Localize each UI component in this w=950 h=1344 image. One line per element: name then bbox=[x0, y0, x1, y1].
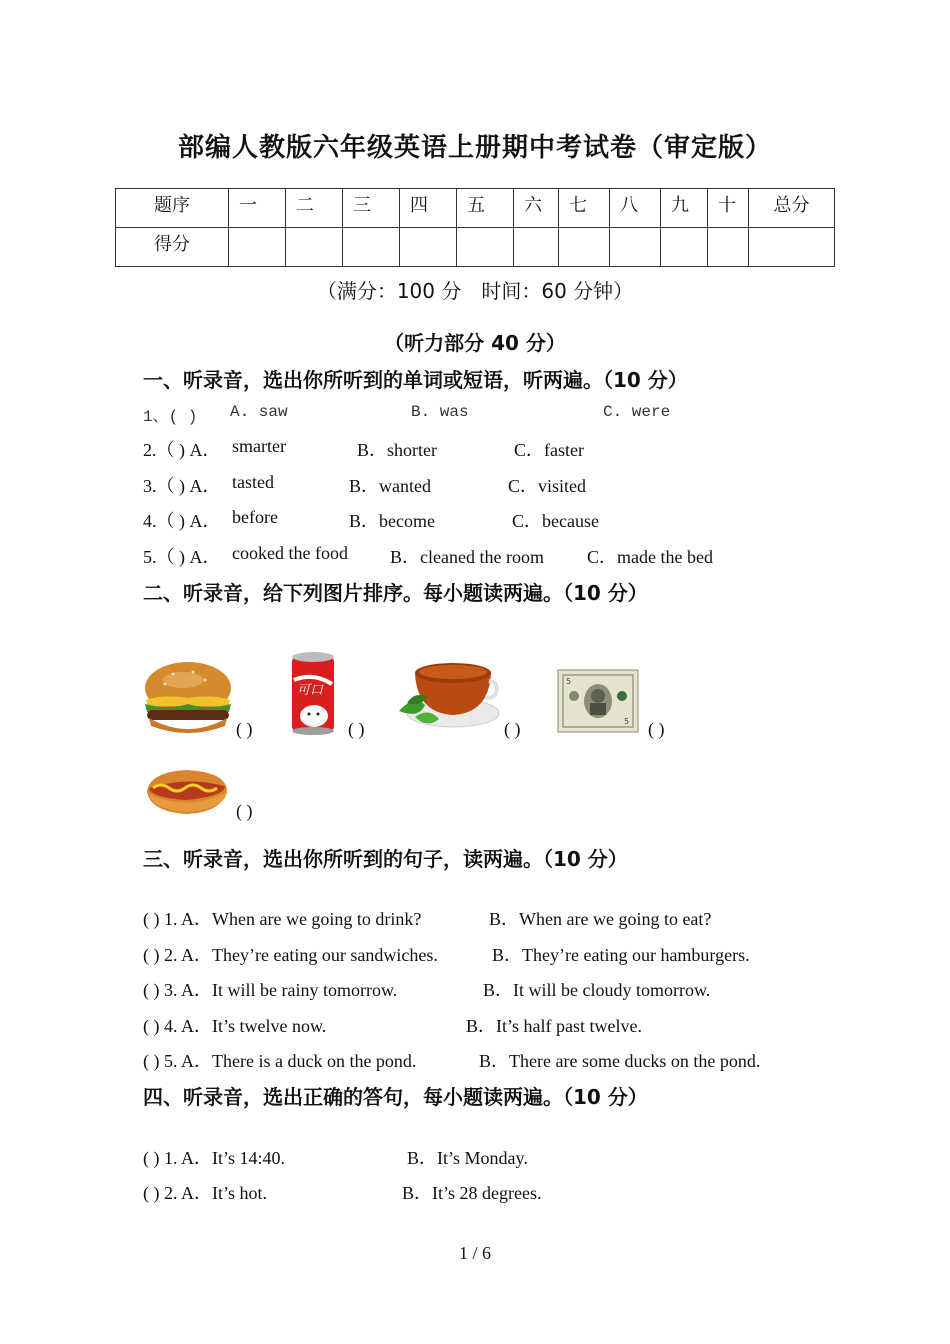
s3-q1-option-b: B．When are we going to eat? bbox=[489, 909, 712, 929]
section-2-heading: 二、听录音，给下列图片排序。每小题读两遍。（10 分） bbox=[143, 581, 648, 605]
s3-q4-option-a: ( ) 4. A．It’s twelve now. bbox=[143, 1016, 327, 1036]
full-score-note: （满分：100 分 时间：60 分钟） bbox=[316, 279, 634, 303]
score-cell: 七 bbox=[559, 189, 610, 228]
score-cell: 一 bbox=[229, 189, 286, 228]
score-blank[interactable] bbox=[457, 228, 514, 267]
s4-q1-option-b: B．It’s Monday. bbox=[407, 1148, 528, 1168]
s1-q3-option-a: tasted bbox=[232, 472, 274, 492]
s4-q2-option-b: B．It’s 28 degrees. bbox=[402, 1183, 542, 1203]
s1-q4-number: 4.（ ) A． bbox=[143, 511, 221, 531]
score-blank[interactable] bbox=[708, 228, 749, 267]
s1-q1-number: 1、( ) bbox=[143, 408, 198, 426]
score-cell: 六 bbox=[514, 189, 559, 228]
section-4-heading: 四、听录音，选出正确的答句，每小题读两遍。（10 分） bbox=[143, 1085, 648, 1109]
score-blank[interactable] bbox=[559, 228, 610, 267]
section-1-heading: 一、听录音，选出你所听到的单词或短语，听两遍。（10 分） bbox=[143, 368, 688, 392]
score-cell: 八 bbox=[610, 189, 661, 228]
score-blank[interactable] bbox=[229, 228, 286, 267]
score-table-score-row bbox=[116, 228, 835, 267]
svg-text:可口: 可口 bbox=[297, 683, 324, 698]
s1-q2-option-c: C．faster bbox=[514, 440, 584, 460]
s4-q1-option-a: ( ) 1. A．It’s 14:40. bbox=[143, 1148, 285, 1168]
s1-q4-option-c: C．because bbox=[512, 511, 599, 531]
score-cell: 五 bbox=[457, 189, 514, 228]
tea-cup-picture bbox=[395, 655, 503, 733]
s1-q3-number: 3.（ ) A． bbox=[143, 476, 221, 496]
score-cell: 九 bbox=[661, 189, 708, 228]
s1-q5-option-c: C．made the bed bbox=[587, 547, 713, 567]
section-3-heading: 三、听录音，选出你所听到的句子，读两遍。（10 分） bbox=[143, 847, 628, 871]
s1-q5-option-a: cooked the food bbox=[232, 543, 348, 563]
picture-2-answer[interactable]: ( ) bbox=[348, 719, 365, 739]
s1-q2-option-b: B．shorter bbox=[357, 440, 437, 460]
s1-q1-option-b: B. was bbox=[411, 403, 469, 421]
picture-3-answer[interactable]: ( ) bbox=[504, 719, 521, 739]
s1-q5-number: 5.（ ) A． bbox=[143, 547, 221, 567]
s1-q3-option-b: B．wanted bbox=[349, 476, 431, 496]
s1-q3-option-c: C．visited bbox=[508, 476, 587, 496]
score-cell: 总分 bbox=[749, 189, 835, 228]
picture-4-answer[interactable]: ( ) bbox=[648, 719, 665, 739]
listening-heading: （听力部分 40 分） bbox=[384, 331, 566, 355]
s1-q1-option-a: A. saw bbox=[230, 403, 288, 421]
svg-text:5: 5 bbox=[566, 677, 572, 686]
score-blank[interactable] bbox=[661, 228, 708, 267]
s3-q1-option-a: ( ) 1. A．When are we going to drink? bbox=[143, 909, 422, 929]
score-blank[interactable] bbox=[610, 228, 661, 267]
svg-text:5: 5 bbox=[624, 717, 630, 726]
score-cell: 十 bbox=[708, 189, 749, 228]
s1-q4-option-a: before bbox=[232, 507, 278, 527]
s3-q2-option-a: ( ) 2. A．They’re eating our sandwiches. bbox=[143, 945, 438, 965]
s3-q4-option-b: B．It’s half past twelve. bbox=[466, 1016, 642, 1036]
hotdog-picture bbox=[143, 762, 231, 818]
picture-1-answer[interactable]: ( ) bbox=[236, 719, 253, 739]
page-title: 部编人教版六年级英语上册期中考试卷（审定版） bbox=[177, 133, 772, 163]
dollar-bill-picture bbox=[556, 666, 640, 736]
score-blank[interactable] bbox=[400, 228, 457, 267]
score-blank[interactable] bbox=[749, 228, 835, 267]
s4-q2-option-a: ( ) 2. A．It’s hot. bbox=[143, 1183, 267, 1203]
score-blank[interactable] bbox=[286, 228, 343, 267]
hamburger-picture bbox=[143, 660, 233, 736]
picture-5-answer[interactable]: ( ) bbox=[236, 801, 253, 821]
s3-q5-option-a: ( ) 5. A．There is a duck on the pond. bbox=[143, 1051, 417, 1071]
s1-q2-number: 2.（ ) A． bbox=[143, 440, 221, 460]
score-cell: 二 bbox=[286, 189, 343, 228]
score-row-label: 得分 bbox=[116, 228, 229, 267]
score-cell: 三 bbox=[343, 189, 400, 228]
page-number: 1 / 6 bbox=[458, 1243, 491, 1263]
s3-q3-option-a: ( ) 3. A．It will be rainy tomorrow. bbox=[143, 980, 398, 1000]
score-table bbox=[115, 188, 835, 267]
s3-q2-option-b: B．They’re eating our hamburgers. bbox=[492, 945, 750, 965]
s1-q5-option-b: B．cleaned the room bbox=[390, 547, 544, 567]
cola-can-picture bbox=[288, 650, 338, 736]
score-table-header-row bbox=[116, 189, 835, 228]
s3-q5-option-b: B．There are some ducks on the pond. bbox=[479, 1051, 761, 1071]
s3-q3-option-b: B．It will be cloudy tomorrow. bbox=[483, 980, 711, 1000]
score-blank[interactable] bbox=[343, 228, 400, 267]
s1-q1-option-c: C. were bbox=[603, 403, 671, 421]
s1-q4-option-b: B．become bbox=[349, 511, 435, 531]
score-cell: 题序 bbox=[116, 189, 229, 228]
score-blank[interactable] bbox=[514, 228, 559, 267]
score-cell: 四 bbox=[400, 189, 457, 228]
s1-q2-option-a: smarter bbox=[232, 436, 286, 456]
